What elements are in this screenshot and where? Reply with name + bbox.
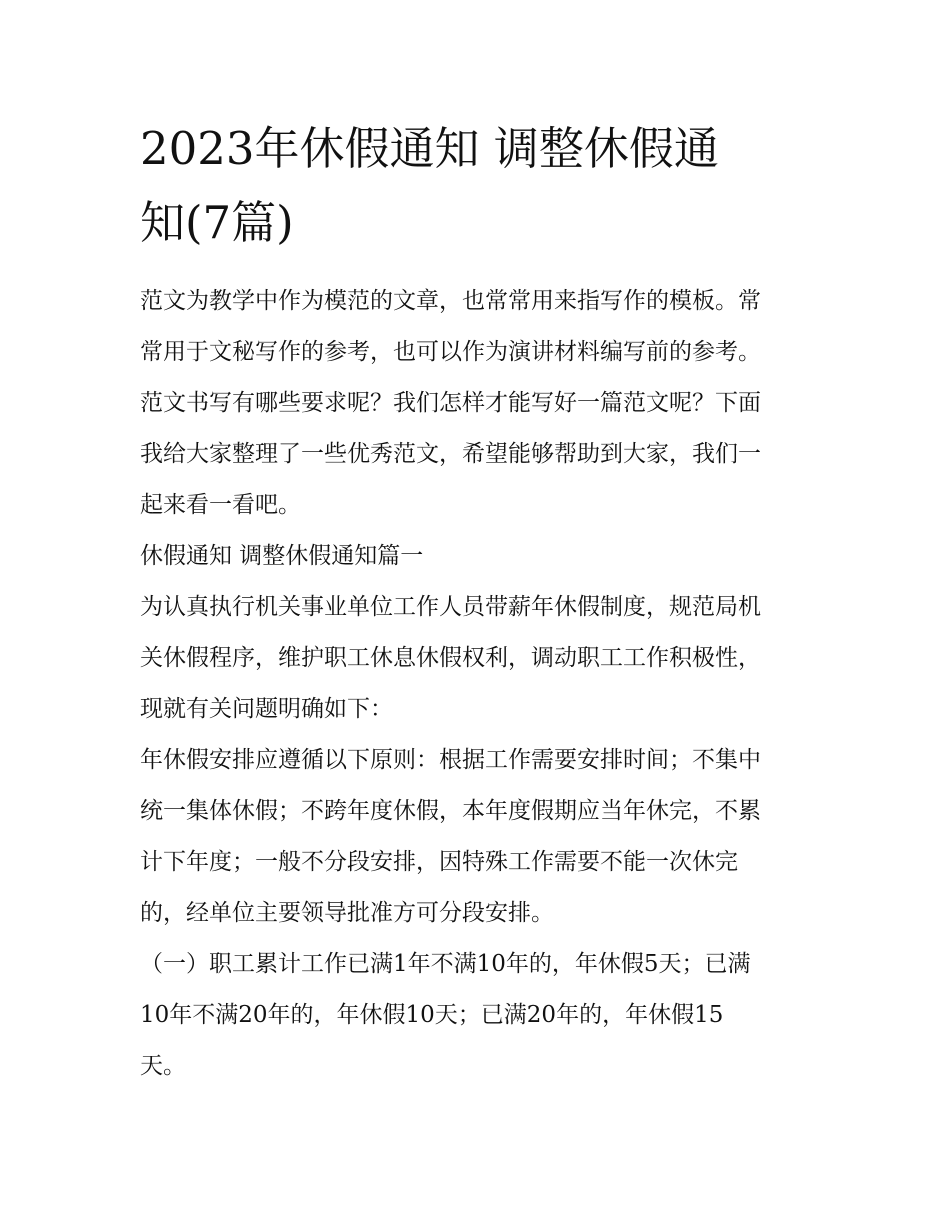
title-line: 2023年休假通知 调整休假通 — [140, 122, 719, 175]
text-line: 计下年度；一般不分段安排，因特殊工作需要不能一次休完 — [140, 849, 738, 875]
title-line: 知(7篇) — [140, 196, 294, 249]
text-line: 年休假安排应遵循以下原则：根据工作需要安排时间；不集中 — [140, 747, 761, 773]
text-line: 现就有关问题明确如下： — [140, 696, 393, 722]
text-line: 天。 — [140, 1053, 186, 1079]
intro-paragraph — [140, 276, 830, 531]
text-line: 范文为教学中作为模范的文章，也常常用来指写作的模板。常 — [140, 288, 761, 314]
body-paragraph — [140, 735, 830, 939]
document-body — [140, 276, 830, 1092]
text-line: （一）职工累计工作已满1年不满10年的，年休假5天；已满 — [140, 951, 751, 977]
text-line: 休假通知 调整休假通知篇一 — [140, 543, 424, 569]
section-heading — [140, 531, 830, 582]
body-paragraph — [140, 939, 830, 1092]
text-line: 关休假程序，维护职工休息休假权利，调动职工工作积极性， — [140, 645, 761, 671]
text-line: 范文书写有哪些要求呢？我们怎样才能写好一篇范文呢？下面 — [140, 390, 761, 416]
text-line: 常用于文秘写作的参考，也可以作为演讲材料编写前的参考。 — [140, 339, 761, 365]
text-line: 10年不满20年的，年休假10天；已满20年的，年休假15 — [140, 1002, 724, 1028]
text-line: 统一集体休假；不跨年度休假，本年度假期应当年休完，不累 — [140, 798, 761, 824]
text-line: 的，经单位主要领导批准方可分段安排。 — [140, 900, 554, 926]
text-line: 起来看一看吧。 — [140, 492, 301, 518]
document-title — [140, 112, 820, 260]
text-line: 为认真执行机关事业单位工作人员带薪年休假制度，规范局机 — [140, 594, 761, 620]
text-line: 我给大家整理了一些优秀范文，希望能够帮助到大家，我们一 — [140, 441, 761, 467]
body-paragraph — [140, 582, 830, 735]
